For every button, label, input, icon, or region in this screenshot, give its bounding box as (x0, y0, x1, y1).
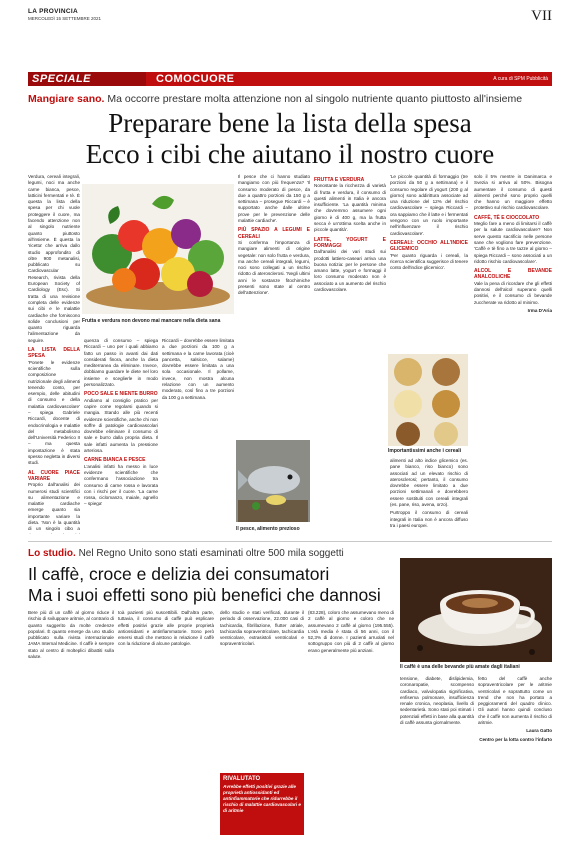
fruit-vegetables-illustration (82, 184, 234, 314)
photo-coffee (400, 558, 552, 662)
paragraph: dello studio e stati verificati, durante il periodo di osservazione, 22.000 casi di tachicardia, fibrillazione, flutter atriale, tachicardia sopraventricolare, tachicardia ventricolare, extrasistoli ventricolari e sopraventricolari. (220, 610, 304, 647)
article-column-1 (28, 174, 80, 534)
paragraph: 'Per quanto riguarda i cereali, la ricerca scientifica suggerisce di tenere conto dell'indice glicemico'. (390, 252, 468, 271)
paragraph: Meglio fare a meno di limitarsi il caffè per la salute cardiovascolare? Non serve questo sacrificio nelle persone sane che vogliono fare prevenzione. 'Caffè e tè fino a tre tazze al giorno – spiega Riccardi – sono associati a un ridotto rischio cardiovascolare'. (474, 221, 552, 264)
article-column-2 (84, 338, 158, 534)
paragraph: Dall'analisi dei vari studi sui prodotti lattiero-caseari arriva una buona notizia: per le persone che amano latte, yogurt e formaggi il loro consumo moderato non è associato a un aumento del rischio cardiovascolare. (314, 249, 386, 293)
paragraph: Riccardi – dovrebbe essere limitata a due porzioni da 100 g a settimana e la carne lavorata (cioè pancetta, salsicce, salame) dovrebbe essere limitata a una sola occasionale. Il pollame, invece, non mostra alcuna relazione con un aumento moderato, così fino a tre porzioni da 100 g a settimana. (162, 338, 234, 400)
subheading: PIÙ SPAZIO A LEGUMI E CEREALI (238, 227, 310, 240)
subheading: LATTE, YOGURT E FORMAGGI (314, 236, 386, 249)
subheading: ALCOL E BEVANDE ANALCOLICHE (474, 268, 552, 281)
divider (28, 541, 552, 542)
article-headline (28, 108, 552, 170)
study-kicker-rest: Nel Regno Unito sono stati esaminati oltre 500 mila soggetti (78, 548, 344, 559)
paragraph: 'Ponete le evidenze scientifiche sulla composizione nutrizionale degli alimenti tenendo conto, per esempio, delle abitudini di consumo e della malattia cardiovascolare' – spiega Gabriele Riccardi, docente di endocrinologia e malattie del metabolismo dell'Università Federico II – ma questa impostazione è stata spesso negletta in diversi studi. (28, 359, 80, 466)
study-column-6 (478, 676, 552, 840)
highlight-box (220, 773, 304, 835)
paragraph: tensione, diabete, dislipidemia, coronaropatie, scompenso cardiaco, valvulopatia significativa, enfisema polmonare, insufficienza renale cronica, neoplasia, livello di sedentarietà. Sono stati poi stimati i potenziali effetti in base alla quantità di caffè assunta giornalmente. (400, 676, 474, 726)
photo-fish-caption: Il pesce, alimento prezioso (236, 526, 300, 532)
kicker-lead: Mangiare sano. (28, 93, 105, 105)
issue-date: MERCOLEDÌ 15 SETTEMBRE 2021 (28, 16, 102, 21)
paragraph: Andiamo al consiglio pratico per capire come regolarsi quando si mangia. Stando alle più recenti evidenze scientifiche, anche chi non soffre di patologie cardiovascolari dovrebbe eliminare il consumo di sale e burro dalla propria dieta. Il sale infatti aumenta la pressione arteriosa. (84, 397, 158, 454)
highlight-title: RIVALUTATO (223, 776, 261, 782)
fish-illustration (236, 440, 310, 522)
paragraph: Purtroppo il consumo di cereali integrali in Italia non è ancora diffuso tra i paesi europei. (390, 510, 468, 528)
paragraph: Si conferma l'importanza di mangiare alimenti di origine vegetale: non solo frutta e verdura, ma anche cereali integrali, legumi, noci sono collegati a un rischio ridotto di aterosclerosi. 'Negli ultimi anni le sostanze fitochimiche presenti sono state al centro dell'attenzione'. (238, 239, 310, 296)
article-column-8 (474, 174, 552, 534)
subheading: POCO SALE E NIENTE BURRO (84, 391, 158, 398)
study-kicker-lead: Lo studio. (28, 548, 76, 559)
section-label-comocuore: COMOCUORE (156, 73, 235, 85)
paragraph: quenza di consumo – spiega Riccardi – uno per i quali abbiamo fatto un passo in avanti dai dati considerati finora, anche la dieta mediterranea da eliminare. Invece, dobbiamo guardare le diete nel loro insieme e sceglierle in modo personalizzato. (84, 338, 158, 388)
subheading: FRUTTA E VERDURA (314, 177, 365, 183)
paragraph: Bere più di un caffè al giorno riduce il rischio di sviluppare aritmie, al contrario di quanto suggerito da molte credenze popolari. È quanto emerge da uno studio pubblicato sulla rivista internazionale JAMA Internal Medicine. Il caffè è sempre stato al centro di molteplici dibattiti sulla salute. (28, 610, 114, 660)
section-credit: A cura di SPM Pubblicità (493, 76, 548, 82)
page-number: VII (531, 8, 552, 24)
paragraph: L'analisi infatti ha messo in luce evidenze scientifiche che confermano l'associazione tra consumo di carne rossa e lavorata con i rischi per il cuore. 'La carne rossa, ciclomanzo, maiale, agnello – spiega' (84, 463, 158, 507)
article-column-5 (314, 174, 386, 534)
photo-coffee-caption: Il caffè è una delle bevande più amate dagli italiani (400, 664, 520, 670)
article-column-3 (162, 338, 234, 534)
coffee-cup-illustration (400, 558, 552, 662)
study-column-5 (400, 676, 474, 840)
paragraph: (83.228), coloro che assumevano meno di 2 caffè al giorno e coloro che ne assumevano 2 caffè al giorno (195.555). L'età media è stata di 56 anni, con il 52,3% di donne. I pazienti arruolati nel sottogruppo con più di 2 caffè al giorno erano generalmente più anziani. (308, 610, 394, 653)
paragraph: fetto del caffè anche sopraventricolare per le aritmie ventricolari e soprattutto come un trend che non ha portato a peggioramenti del quadro clinico. Gli autori hanno quindi concluso che il caffè non aumenta il rischio di aritmie. (478, 676, 552, 726)
paragraph: Proprio dall'analisi dei numerosi studi scientifici su alimentazione e malattie cardiache emerge quanto sia importante variare la dieta. 'Non è la quantità di un singolo cibo a (28, 482, 80, 532)
subheading: CAFFÈ, TÈ E CIOCCOLATO (474, 214, 540, 221)
study-column-1 (28, 610, 114, 840)
headline-line-2: Ecco i cibi che aiutano il nostro cuore (85, 139, 495, 169)
headline-line-1: Preparare bene la lista della spesa (108, 108, 472, 138)
study-column-4 (308, 610, 394, 840)
highlight-body: Avrebbe effetti positivi grazie alle proprietà antiossidanti ed antinfiammatorie che ridurrebbe il rischio di malattie cardiovascolari e di aritmie (223, 784, 301, 813)
section-bar (28, 72, 552, 86)
study-headline-line-1: Il caffè, croce e delizia dei consumatori (28, 564, 330, 584)
article-column-6 (390, 174, 468, 350)
paragraph: alimenti ad alto indice glicemico (es. pane bianco, riso bianco) sono associati ad un elevato rischio di aterosclerosi; pertanto, il consumo dovrebbe essere limitato a due porzioni settimanali e dovrebbero essere sostituiti con cereali integrali (es. pane, riso, avena, orzo). (390, 458, 468, 508)
paragraph: 'Le piccole quantità di formaggio (tre porzioni da 50 g a settimana) e il consumo regolare di yogurt (200 g al giorno) sono addirittura associate ad una riduzione del 12% del rischio cardiovascolare – spiega Riccardi – ora sappiamo che il latte e i fermentati vengono con un ruolo importante nell'influenzare il rischio cardiovascolare'. (390, 174, 468, 236)
photo-fish (236, 440, 310, 522)
subheading: CARNE BIANCA E PESCE (84, 457, 146, 464)
subheading: LA LISTA DELLA SPESA (28, 347, 80, 360)
photo-fruit-vegetables (82, 184, 234, 314)
paragraph: Il pesce che ci hanno studiato mangiamo con più frequenza? 'Il consumo moderato di pesce, da due a quattro porzioni da 150 g a settimana – prosegue Riccardi – è supportato anche dalle ultime prove per le prevenzione delle malattie cardiache'. (238, 174, 310, 224)
article-kicker (28, 93, 552, 105)
subheading: CEREALI: OCCHIO ALL'INDICE GLICEMICO (390, 239, 468, 253)
author-affiliation: Centro per la lotta contro l'infarto (479, 736, 552, 742)
paragraph: Verdura, cereali integrali, legumi, noci ma anche carne bianca, pesce, latticini fermentati e tè. È questa la lista della spesa per chi vuole proteggere il cuore, ma facendo attenzione non al singolo nutriente quanto piuttosto all'insieme. È questa la 'ricetta' che arriva dallo studio approfondito di oltre 900 metanalisi, pubblicato su Cardiovascular Research, rivista della European Society of Cardiology (Esc). Si tratta di una revisione completa delle evidenze sui cibi e le malattie cardiache che forniscono solide conclusioni per quanto riguarda l'alimentazione da seguire. (28, 174, 80, 343)
study-column-3 (220, 610, 304, 770)
cereals-illustration (388, 354, 468, 446)
author-signature: Laura Gatto (526, 728, 552, 734)
article-column-7 (390, 458, 468, 534)
subheading: AL CUORE PIACE VARIARE (28, 469, 80, 482)
photo-cereals (388, 354, 468, 446)
kicker-rest: Ma occorre prestare molta attenzione non al singolo nutriente quanto piuttosto all'insieme (107, 93, 523, 105)
newspaper-name: LA PROVINCIA (28, 8, 78, 15)
paragraph: toà pazienti più suscettibili. Dall'altra parte, tuttavia, il consumo di caffè può esplicare effetti positivi grazie alle proprie proprietà antiossidanti e antinfiammatorie. Sono però emersi studi che mettono in relazione il caffè con la riduzione di alcune patologie. (118, 610, 214, 647)
paragraph: Vale la pena di ricordare che gli effetti dannosi dell'alcol superano quelli positivi, e il consumo di bevande zuccherate va ridotto al minimo. (474, 280, 552, 305)
paragraph: solo il 5% mentre in Danimarca e Svezia si arriva al 50%. Bisogna aumentare il consumo di questi alimenti perché sono proprio quelli che hanno un maggiore effetto protettivo sul rischio cardiovascolare. (474, 174, 552, 211)
study-column-2 (118, 610, 214, 840)
study-headline (28, 564, 388, 606)
masthead (28, 8, 552, 30)
paragraph: Nonostante la ricchezza di varietà di frutta e verdura, il consumo di questi alimenti in Italia è ancora insufficiente. 'La quantità minima che dovremmo assumere ogni giorno è di 400 g, ma la frutta secca è un'ottima scelta anche in piccole quantità'. (314, 183, 386, 233)
article-column-4 (238, 174, 310, 436)
study-headline-line-2: Ma i suoi effetti sono più benefici che dannosi (28, 585, 381, 605)
author-signature: Irma D'Aria (527, 307, 552, 313)
section-label-speciale: SPECIALE (28, 72, 146, 86)
photo-fruit-caption: Frutta e verdura non devono mai mancare nella dieta sana (82, 318, 221, 324)
photo-cereals-caption: Importantissimi anche i cereali (388, 448, 462, 454)
